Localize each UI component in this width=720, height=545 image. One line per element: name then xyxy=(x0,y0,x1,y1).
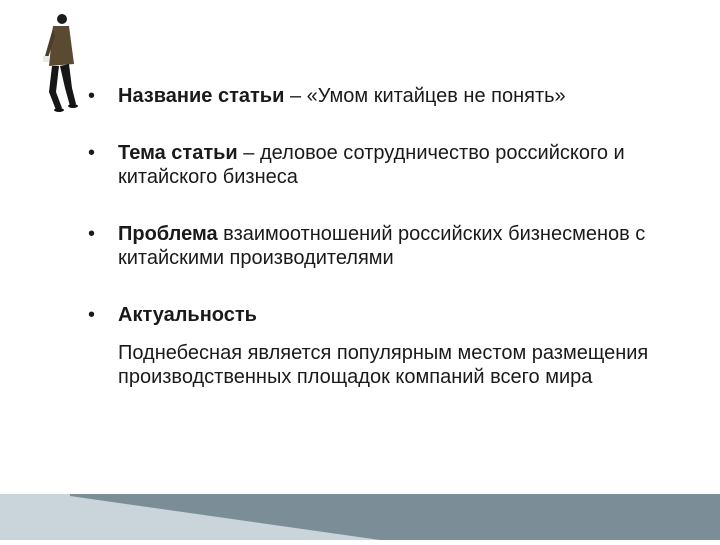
item-heading: Тема статьи xyxy=(118,142,238,164)
bullet-mark: • xyxy=(88,142,96,164)
item-heading: Актуальность xyxy=(118,304,257,326)
list-item-theme xyxy=(88,141,688,189)
footer-band xyxy=(0,494,720,540)
list-item-title xyxy=(88,84,688,108)
bullet-mark: • xyxy=(88,85,96,107)
list-item-problem xyxy=(88,222,688,270)
list-item-relevance xyxy=(88,303,688,389)
bullet-list xyxy=(88,84,688,422)
item-paragraph: Поднебесная является популярным местом размещения производственных площадок компаний всего мира xyxy=(118,342,649,388)
item-text: взаимоотношений российских бизнесменов с китайскими производителями xyxy=(118,223,646,269)
item-heading: Проблема xyxy=(118,223,218,245)
walking-man-icon xyxy=(40,12,84,112)
bullet-mark: • xyxy=(88,223,96,245)
item-text: – «Умом китайцев не понять» xyxy=(284,85,566,107)
item-text: – деловое сотрудничество российского и китайского бизнеса xyxy=(118,142,625,188)
item-heading: Название статьи xyxy=(118,85,285,107)
bullet-mark: • xyxy=(88,304,96,326)
